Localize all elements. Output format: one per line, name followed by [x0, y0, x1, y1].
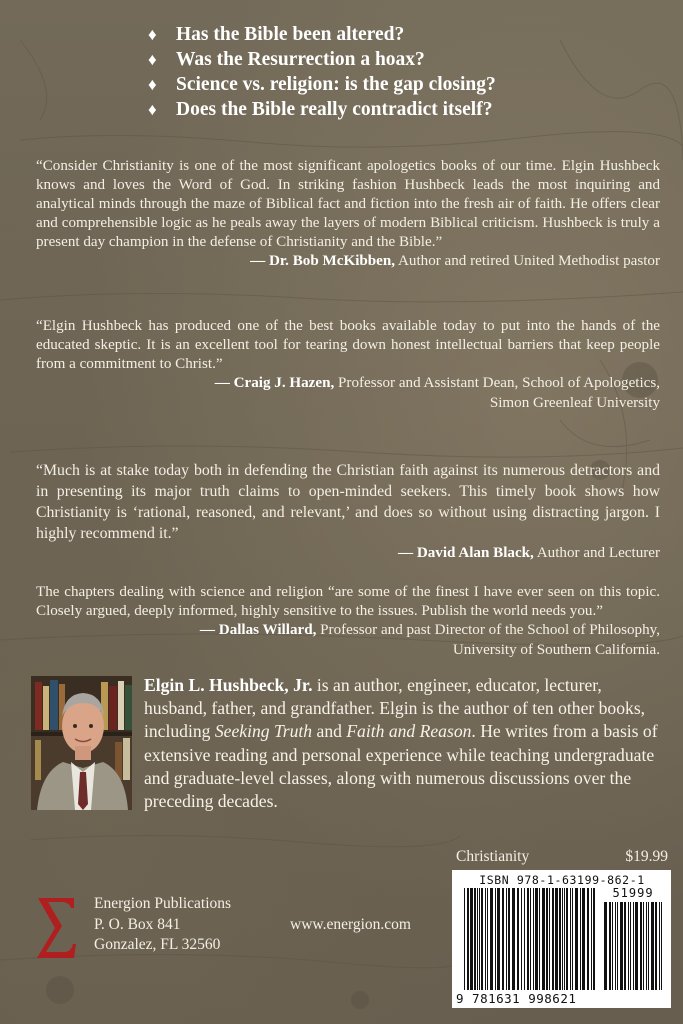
barcode-bar — [655, 902, 657, 990]
author-name: Elgin L. Hushbeck, Jr. — [144, 675, 313, 695]
barcode-bar — [633, 902, 634, 990]
endorsement-quote — [36, 583, 660, 660]
barcode-bar — [517, 888, 519, 990]
quote-text: The chapters dealing with science and religion “are some of the finest I have ever seen on this topic. Closely argued, deeply informed, highly sensitive to the issues. Publish the world needs you.” — [36, 584, 660, 619]
endorser-title: Professor and Assistant Dean, School of Apologetics, — [338, 375, 660, 391]
barcode-bar — [479, 888, 480, 990]
barcode-bar — [635, 902, 638, 990]
barcode-bar — [624, 902, 626, 990]
barcode-bar — [546, 888, 548, 990]
barcode-bar — [612, 902, 613, 990]
question-item: ♦ Science vs. religion: is the gap closing? — [148, 73, 496, 95]
barcode-bar — [630, 902, 631, 990]
endorser-name: — Craig J. Hazen, — [214, 375, 335, 391]
barcode-bar — [582, 888, 585, 990]
barcode-bar — [661, 902, 662, 990]
barcode-bar — [562, 888, 563, 990]
barcode-bar — [646, 902, 647, 990]
book-title: Seeking Truth — [214, 721, 313, 742]
quote-attribution — [36, 374, 660, 413]
diamond-bullet-icon: ♦ — [148, 99, 157, 119]
barcode-bar — [535, 888, 538, 990]
barcode-bar — [502, 888, 504, 990]
barcode-bar — [464, 888, 465, 990]
question-list — [148, 22, 648, 122]
barcode-bar — [470, 888, 473, 990]
barcode-bar — [617, 902, 618, 990]
diamond-bullet-icon: ♦ — [148, 74, 157, 94]
question-item: ♦ Does the Bible really contradict itself? — [148, 98, 493, 120]
endorser-affiliation: Simon Greenleaf University — [489, 394, 660, 411]
barcode-bar — [533, 888, 534, 990]
book-title: Faith and Reason — [346, 721, 472, 742]
quote-text: “Consider Christianity is one of the most significant apologetics books of our time. Elgin Hushbeck knows and loves the Word of God. In striking fashion Hushbeck leads the most inquiring and analytical minds through the maze of Biblical fact and fiction into the fresh air of faith. He offers clear and comprehensible logic as he peals away the layers of modern Biblical criticism. Hushbeck is truly a present day champion in the defense of Christianity and the Bible.” — [36, 158, 660, 250]
diamond-bullet-icon: ♦ — [148, 24, 157, 44]
barcode-bar — [481, 888, 483, 990]
barcode-bar — [659, 902, 660, 990]
category-price-row — [456, 848, 668, 866]
publisher-po-box: P. O. Box 841 — [94, 915, 181, 933]
barcode-bar — [530, 888, 531, 990]
publisher-city: Gonzalez, FL 32560 — [94, 936, 221, 953]
barcode-bar — [485, 888, 486, 990]
publisher-address — [94, 894, 231, 956]
price-addon-digits: 51999 — [612, 886, 654, 900]
barcode-bar — [572, 888, 573, 990]
barcode-bar — [549, 888, 550, 990]
endorser-name: — Dr. Bob McKibben, — [250, 253, 396, 269]
barcode-bar — [474, 888, 476, 990]
barcode-bar — [593, 888, 595, 990]
barcode-bar — [628, 902, 629, 990]
barcode-bar — [477, 888, 478, 990]
barcode-bar — [566, 888, 568, 990]
publisher-name: Energion Publications — [94, 895, 232, 912]
barcode-bar — [512, 888, 515, 990]
barcode-bar — [527, 888, 529, 990]
barcode-bar — [506, 888, 507, 990]
endorser-affiliation: University of Southern California. — [452, 641, 660, 658]
quote-attribution — [36, 621, 660, 660]
barcode-bar — [524, 888, 525, 990]
barcode-bar — [564, 888, 565, 990]
barcode-bar — [559, 888, 561, 990]
barcode-bar — [487, 888, 488, 990]
barcode-bar — [495, 888, 496, 990]
barcode-bar — [539, 888, 540, 990]
barcode-bar — [640, 902, 642, 990]
barcode-digits: 9 781631 998621 — [456, 991, 577, 1006]
barcode-bar — [467, 888, 469, 990]
author-photo — [31, 676, 132, 810]
barcode-bar — [609, 902, 611, 990]
endorser-name: — David Alan Black, — [397, 545, 534, 561]
barcode-bar — [497, 888, 500, 990]
quote-text: “Much is at stake today both in defending the Christian faith against its numerous detractors and in presenting its major truth claims to open-minded seekers. This timely book shows how Christianity is ‘rational, reasoned, and relevant,’ and does so without using distracting jargon. I highly recommend it.” — [36, 462, 660, 542]
isbn-barcode — [452, 870, 671, 1008]
endorsement-quote — [36, 460, 660, 564]
endorser-name: — Dallas Willard, — [199, 622, 317, 638]
question-item: ♦ Was the Resurrection a hoax? — [148, 48, 425, 70]
energion-sigma-logo — [36, 896, 76, 960]
endorser-title: Author and Lecturer — [536, 545, 660, 561]
barcode-bar — [643, 902, 644, 990]
barcode-bar — [575, 888, 578, 990]
barcode-bar — [490, 888, 493, 990]
category-label: Christianity — [456, 848, 530, 865]
barcode-bar — [570, 888, 571, 990]
barcode-bar — [521, 888, 522, 990]
barcode-bar — [620, 902, 623, 990]
barcode-bar — [580, 888, 581, 990]
endorser-title: Author and retired United Methodist pastor — [398, 253, 660, 269]
barcode-bars — [452, 870, 671, 1008]
question-item: ♦ Has the Bible been altered? — [148, 23, 405, 45]
barcode-bar — [508, 888, 510, 990]
barcode-bar — [651, 902, 654, 990]
barcode-bar — [542, 888, 545, 990]
quote-attribution — [36, 252, 660, 272]
endorsement-quote — [36, 317, 660, 413]
barcode-bar — [648, 902, 649, 990]
price-label: $19.99 — [625, 848, 668, 865]
barcode-bar — [552, 888, 554, 990]
barcode-bar — [555, 888, 558, 990]
quote-attribution — [36, 544, 660, 564]
barcode-bar — [604, 902, 607, 990]
publisher-website: www.energion.com — [290, 916, 411, 933]
quote-text: “Elgin Hushbeck has produced one of the best books available today to put into the hands of the educated skeptic. It is an excellent tool for tearing down honest intellectual barriers that keep people from a commitment to Christ.” — [36, 318, 660, 372]
barcode-bar — [615, 902, 616, 990]
barcode-bar — [591, 888, 592, 990]
endorsement-quote — [36, 157, 660, 272]
diamond-bullet-icon: ♦ — [148, 49, 157, 69]
author-bio: Elgin L. Hushbeck, Jr. is an author, engineer, educator, lecturer, husband, father, and grandfather. Elgin is the author of ten other books, including Seeking Truth and Faith and Reason. He writes from a basis of extensive reading and personal experience while teaching undergraduate and graduate-level classes, along with numerous discussions over the preceding decades. — [144, 675, 658, 812]
isbn-text: ISBN 978-1-63199-862-1 — [479, 873, 645, 887]
endorser-title: Professor and past Director of the School of Philosophy, — [320, 622, 660, 638]
barcode-bar — [587, 888, 589, 990]
